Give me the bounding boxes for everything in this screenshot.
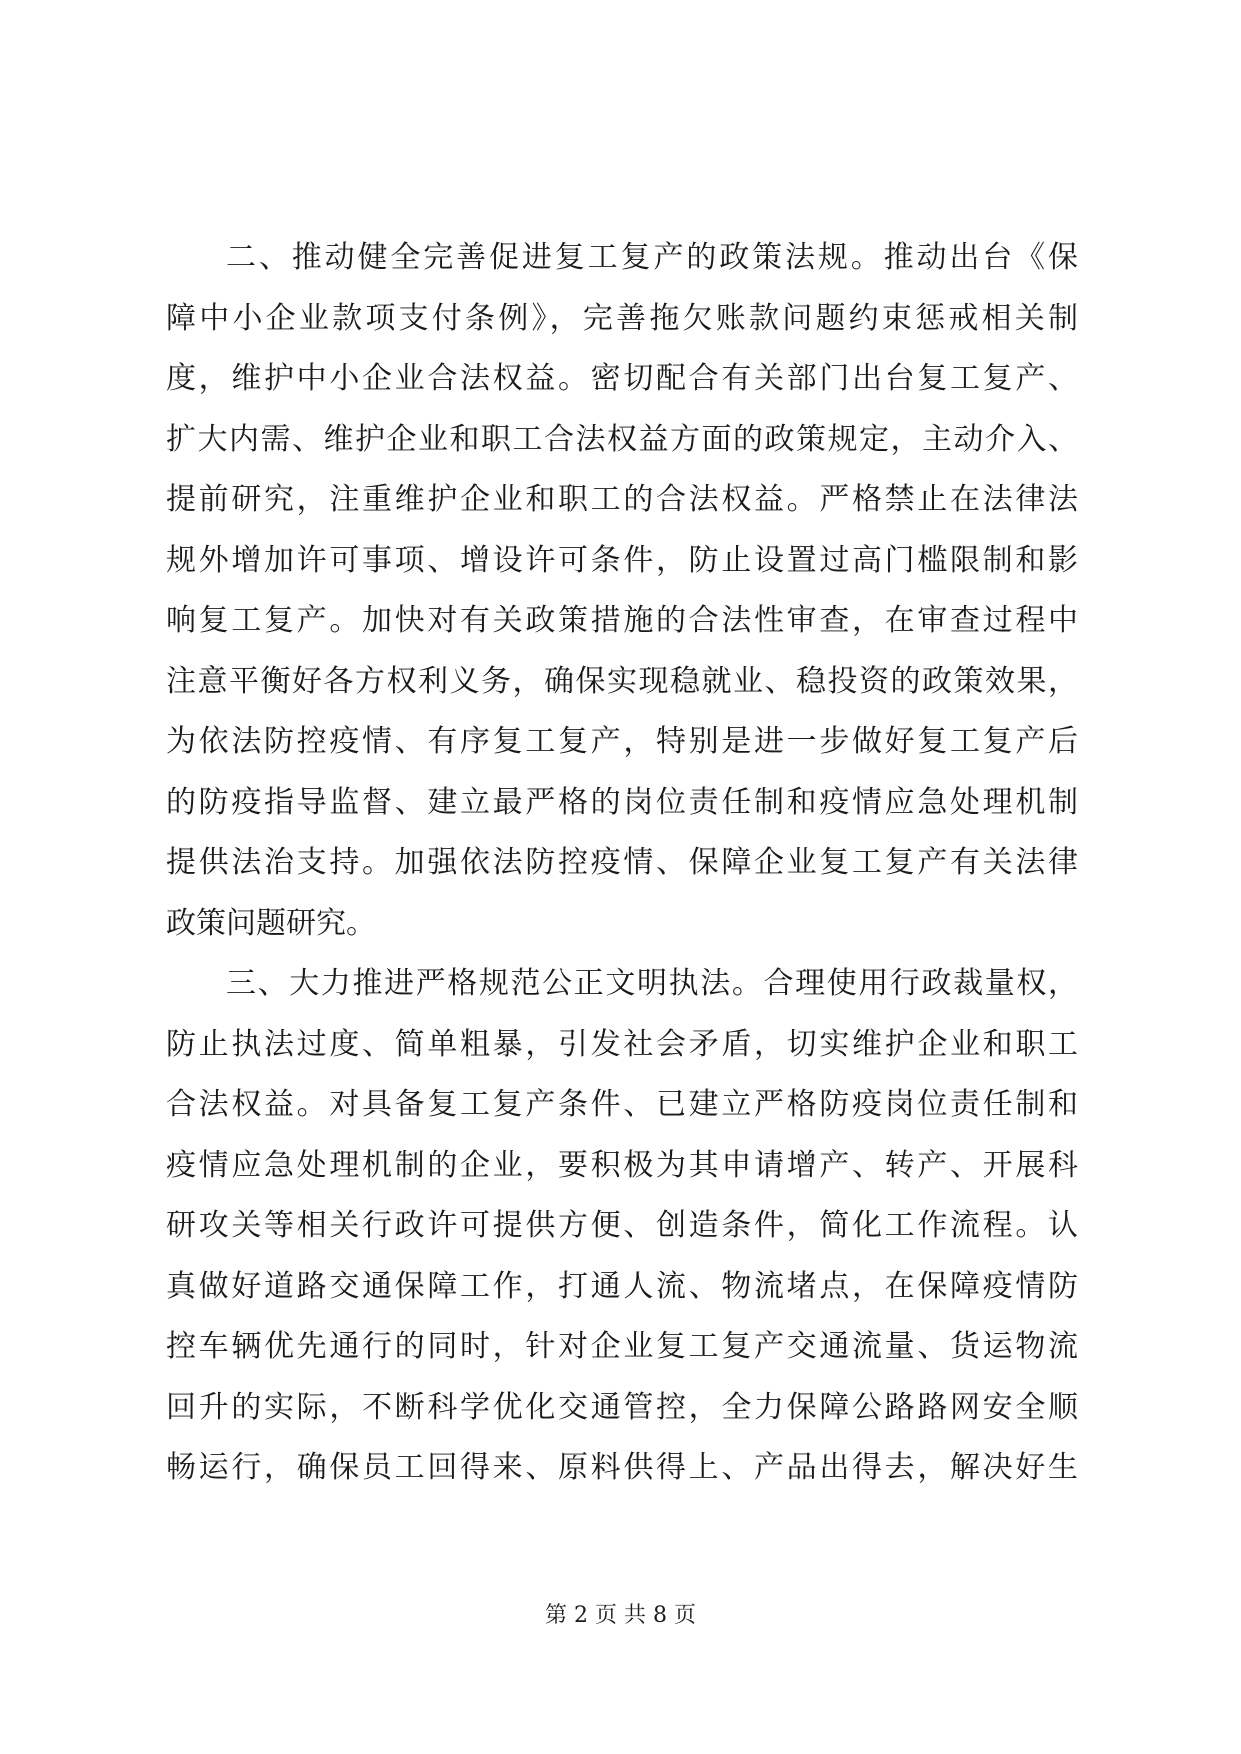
page-number-footer: 第 2 页 共 8 页 — [545, 1603, 696, 1628]
paragraph-line: 政策问题研究。 — [166, 905, 376, 941]
paragraph-line: 合法权益。对具备复工复产条件、已建立严格防疫岗位责任制和 — [166, 1087, 1078, 1122]
paragraph-line: 障中小企业款项支付条例》，完善拖欠账款问题约束惩戒相关制 — [166, 300, 1078, 336]
paragraph-line: 研攻关等相关行政许可提供方便、创造条件，简化工作流程。认 — [166, 1208, 1078, 1243]
paragraph-line: 疫情应急处理机制的企业，要积极为其申请增产、转产、开展科 — [166, 1147, 1078, 1183]
document-body — [166, 228, 1078, 1499]
paragraph-line: 回升的实际，不断科学优化交通管控，全力保障公路路网安全顺 — [166, 1389, 1078, 1425]
paragraph-3 — [166, 954, 1078, 1499]
paragraph-line: 扩大内需、维护企业和职工合法权益方面的政策规定，主动介入、 — [166, 421, 1078, 457]
paragraph-line: 提供法治支持。加强依法防控疫情、保障企业复工复产有关法律 — [166, 845, 1078, 880]
paragraph-line: 为依法防控疫情、有序复工复产，特别是进一步做好复工复产后 — [166, 724, 1078, 759]
paragraph-line: 的防疫指导监督、建立最严格的岗位责任制和疫情应急处理机制 — [166, 784, 1078, 820]
paragraph-line: 二、推动健全完善促进复工复产的政策法规。推动出台《保 — [226, 240, 1078, 275]
paragraph-line: 度，维护中小企业合法权益。密切配合有关部门出台复工复产、 — [166, 361, 1078, 396]
paragraph-line: 注意平衡好各方权利义务，确保实现稳就业、稳投资的政策效果， — [166, 663, 1078, 699]
paragraph-line: 规外增加许可事项、增设许可条件，防止设置过高门槛限制和影 — [166, 542, 1078, 578]
paragraph-line: 三、大力推进严格规范公正文明执法。合理使用行政裁量权， — [226, 966, 1078, 1001]
paragraph-line: 响复工复产。加快对有关政策措施的合法性审查，在审查过程中 — [166, 603, 1078, 638]
paragraph-line: 真做好道路交通保障工作，打通人流、物流堵点，在保障疫情防 — [166, 1268, 1078, 1304]
paragraph-line: 畅运行，确保员工回得来、原料供得上、产品出得去，解决好生 — [166, 1450, 1078, 1485]
paragraph-line: 防止执法过度、简单粗暴，引发社会矛盾，切实维护企业和职工 — [166, 1026, 1078, 1062]
paragraph-line: 控车辆优先通行的同时，针对企业复工复产交通流量、货运物流 — [166, 1329, 1078, 1364]
paragraph-2 — [166, 228, 1078, 954]
paragraph-line: 提前研究，注重维护企业和职工的合法权益。严格禁止在法律法 — [166, 482, 1078, 517]
